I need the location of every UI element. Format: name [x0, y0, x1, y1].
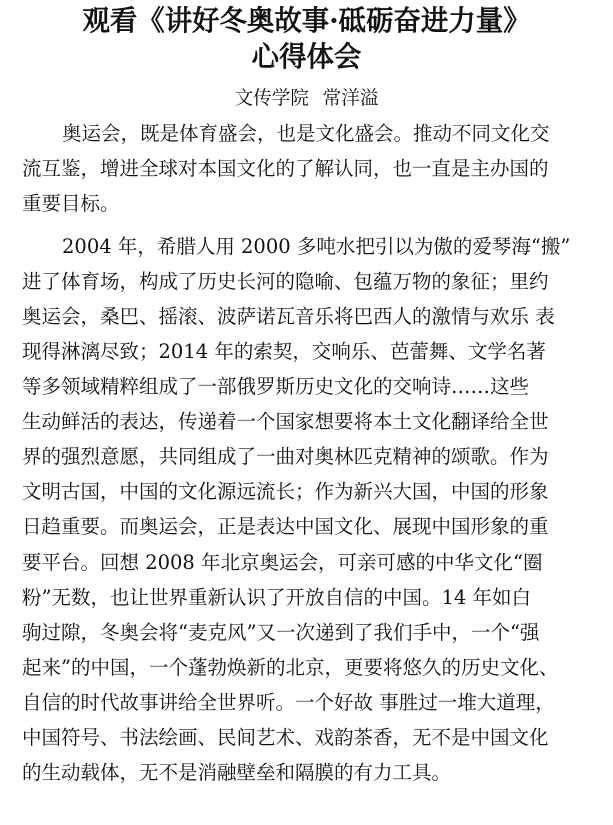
body-line-14: 粉”无数，也让世界重新认识了开放自信的中国。14 年如白	[22, 586, 531, 609]
body-line-19: 的生动载体，无不是消融壁垒和隔膜的有力工具。	[22, 761, 452, 784]
body-line-5: 进了体育场，构成了历史长河的隐喻、包蕴万物的象征；里约	[22, 270, 549, 293]
body-line-13: 要平台。回想 2008 年北京奥运会，可亲可感的中华文化“圈	[22, 551, 543, 574]
body-line-8: 等多领域精粹组成了一部俄罗斯历史文化的交响诗……这些	[22, 375, 530, 398]
body-line-9: 生动鲜活的表达，传递着一个国家想要将本土文化翻译给全世	[22, 410, 549, 433]
body-line-3: 重要目标。	[22, 192, 120, 215]
body-line-1: 奥运会，既是体育盛会，也是文化盛会。推动不同文化交	[62, 122, 550, 145]
byline-department: 文传学院	[234, 87, 309, 109]
body-line-6: 奥运会，桑巴、摇滚、波萨诺瓦音乐将巴西人的激情与欢乐 表	[22, 305, 555, 328]
body-line-15: 驹过隙，冬奥会将“麦克风”又一次递到了我们手中，一个“强	[22, 621, 540, 644]
body-line-10: 界的强烈意愿，共同组成了一曲对奥林匹克精神的颂歌。作为	[22, 445, 549, 468]
body-line-4: 2004 年，希腊人用 2000 多吨水把引以为傲的爱琴海“搬”	[62, 235, 571, 258]
body-line-16: 起来”的中国，一个蓬勃焕新的北京，更要将悠久的历史文化、	[22, 656, 559, 679]
byline	[6, 86, 606, 110]
byline-author: 常洋溢	[322, 87, 379, 109]
body-line-12: 日趋重要。而奥运会，正是表达中国文化、展现中国形象的重	[22, 515, 549, 538]
body-line-11: 文明古国，中国的文化源远流长；作为新兴大国，中国的形象	[22, 480, 549, 503]
body-line-17: 自信的时代故事讲给全世界听。一个好故 事胜过一堆大道理，	[22, 691, 555, 714]
body-line-2: 流互鉴，增进全球对本国文化的了解认同，也一直是主办国的	[22, 157, 549, 180]
document-title-line-2: 心得体会	[251, 40, 362, 73]
body-line-7: 现得淋漓尽致；2014 年的索契，交响乐、芭蕾舞、文学名著	[22, 340, 546, 363]
document-title-line-1: 观看《讲好冬奥故事·砥砺奋进力量》	[82, 4, 531, 37]
body-line-18: 中国符号、书法绘画、民间艺术、戏韵茶香，无不是中国文化	[22, 726, 549, 749]
